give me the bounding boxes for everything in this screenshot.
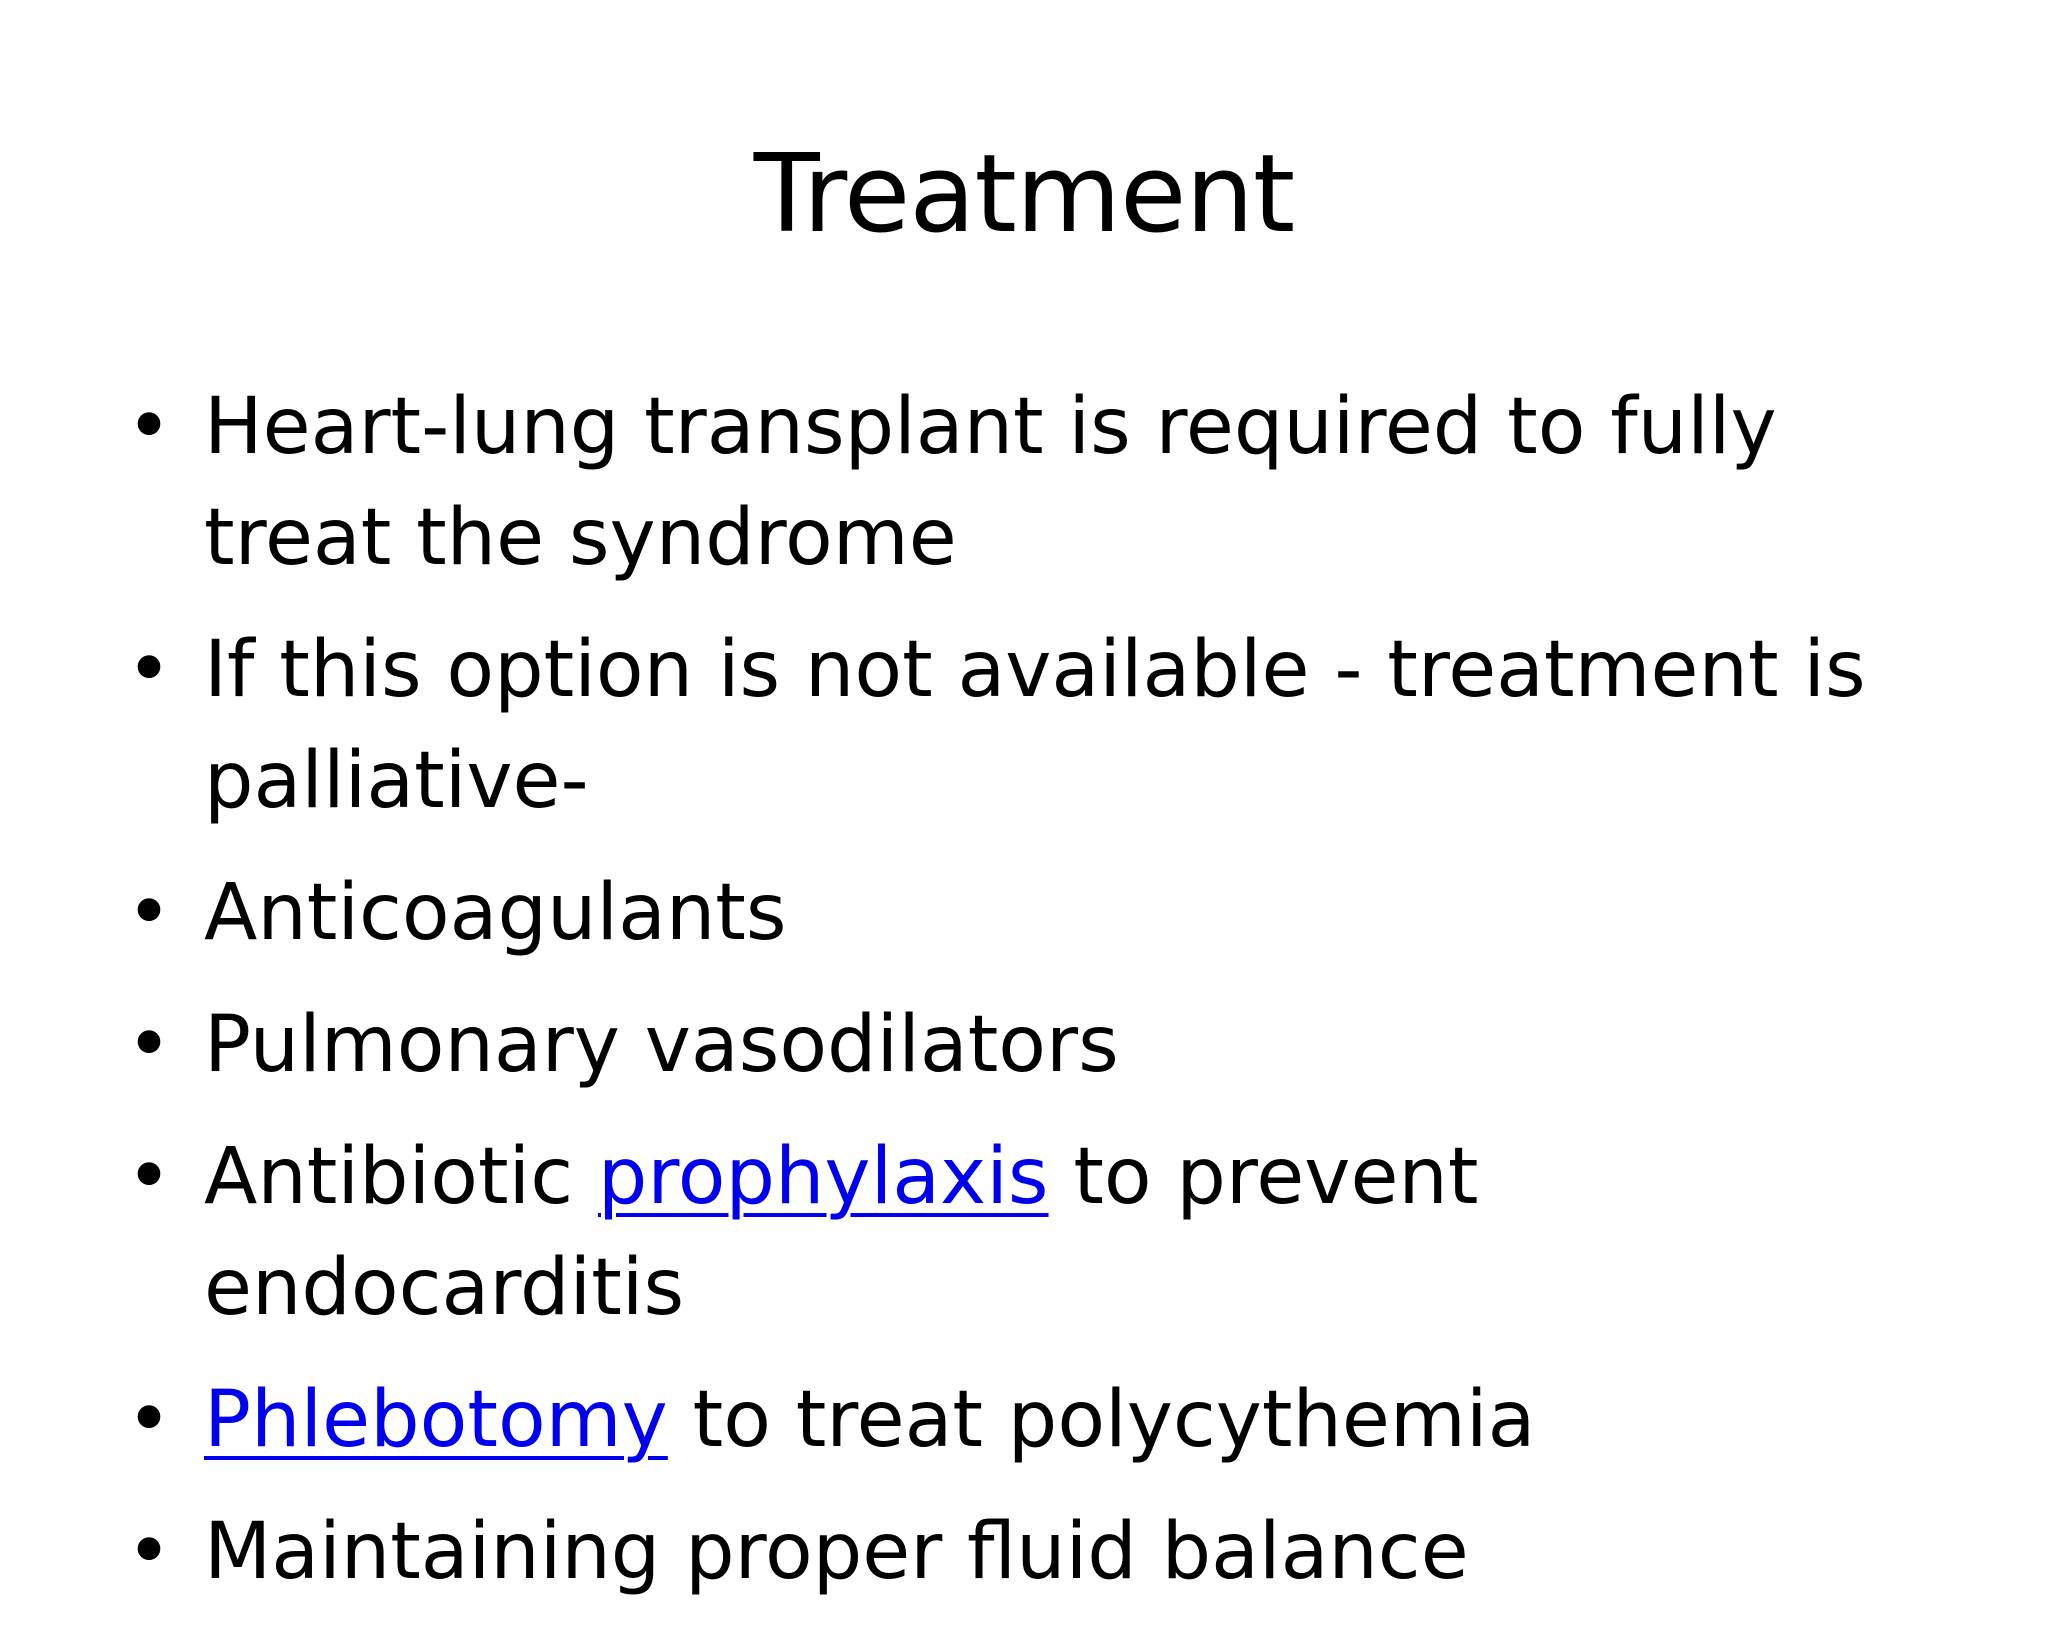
slide-title: Treatment: [753, 132, 1295, 257]
phlebotomy-link[interactable]: Phlebotomy: [204, 1375, 668, 1465]
bullet-list: [120, 372, 1980, 1629]
bullet-text-after: to treat polycythemia: [667, 1375, 1536, 1465]
bullet-item: [120, 372, 1980, 594]
bullet-item: [120, 1365, 1980, 1476]
bullet-icon: •: [126, 625, 173, 715]
bullet-text-before: Antibiotic: [204, 1132, 598, 1222]
prophylaxis-link[interactable]: prophylaxis: [597, 1132, 1049, 1222]
bullet-text: If this option is not available - treatment is palliative-: [204, 625, 1866, 826]
bullet-text-after: to prevent endocarditis: [204, 1132, 1479, 1333]
bullet-text: Heart-lung transplant is required to fully treat the syndrome: [204, 382, 1777, 583]
bullet-item: [120, 1122, 1980, 1344]
bullet-text: Anticoagulants: [204, 868, 787, 958]
bullet-icon: •: [126, 1375, 173, 1465]
bullet-icon: •: [126, 382, 173, 472]
bullet-item: [120, 858, 1980, 969]
bullet-icon: •: [126, 868, 173, 958]
bullet-icon: •: [126, 1132, 173, 1222]
bullet-icon: •: [126, 1000, 173, 1090]
bullet-icon: •: [126, 1507, 173, 1597]
bullet-text: Pulmonary vasodilators: [204, 1000, 1119, 1090]
bullet-item: [120, 615, 1980, 837]
bullet-text: Maintaining proper fluid balance: [204, 1507, 1469, 1597]
bullet-item: [120, 990, 1980, 1101]
bullet-item: [120, 1497, 1980, 1608]
